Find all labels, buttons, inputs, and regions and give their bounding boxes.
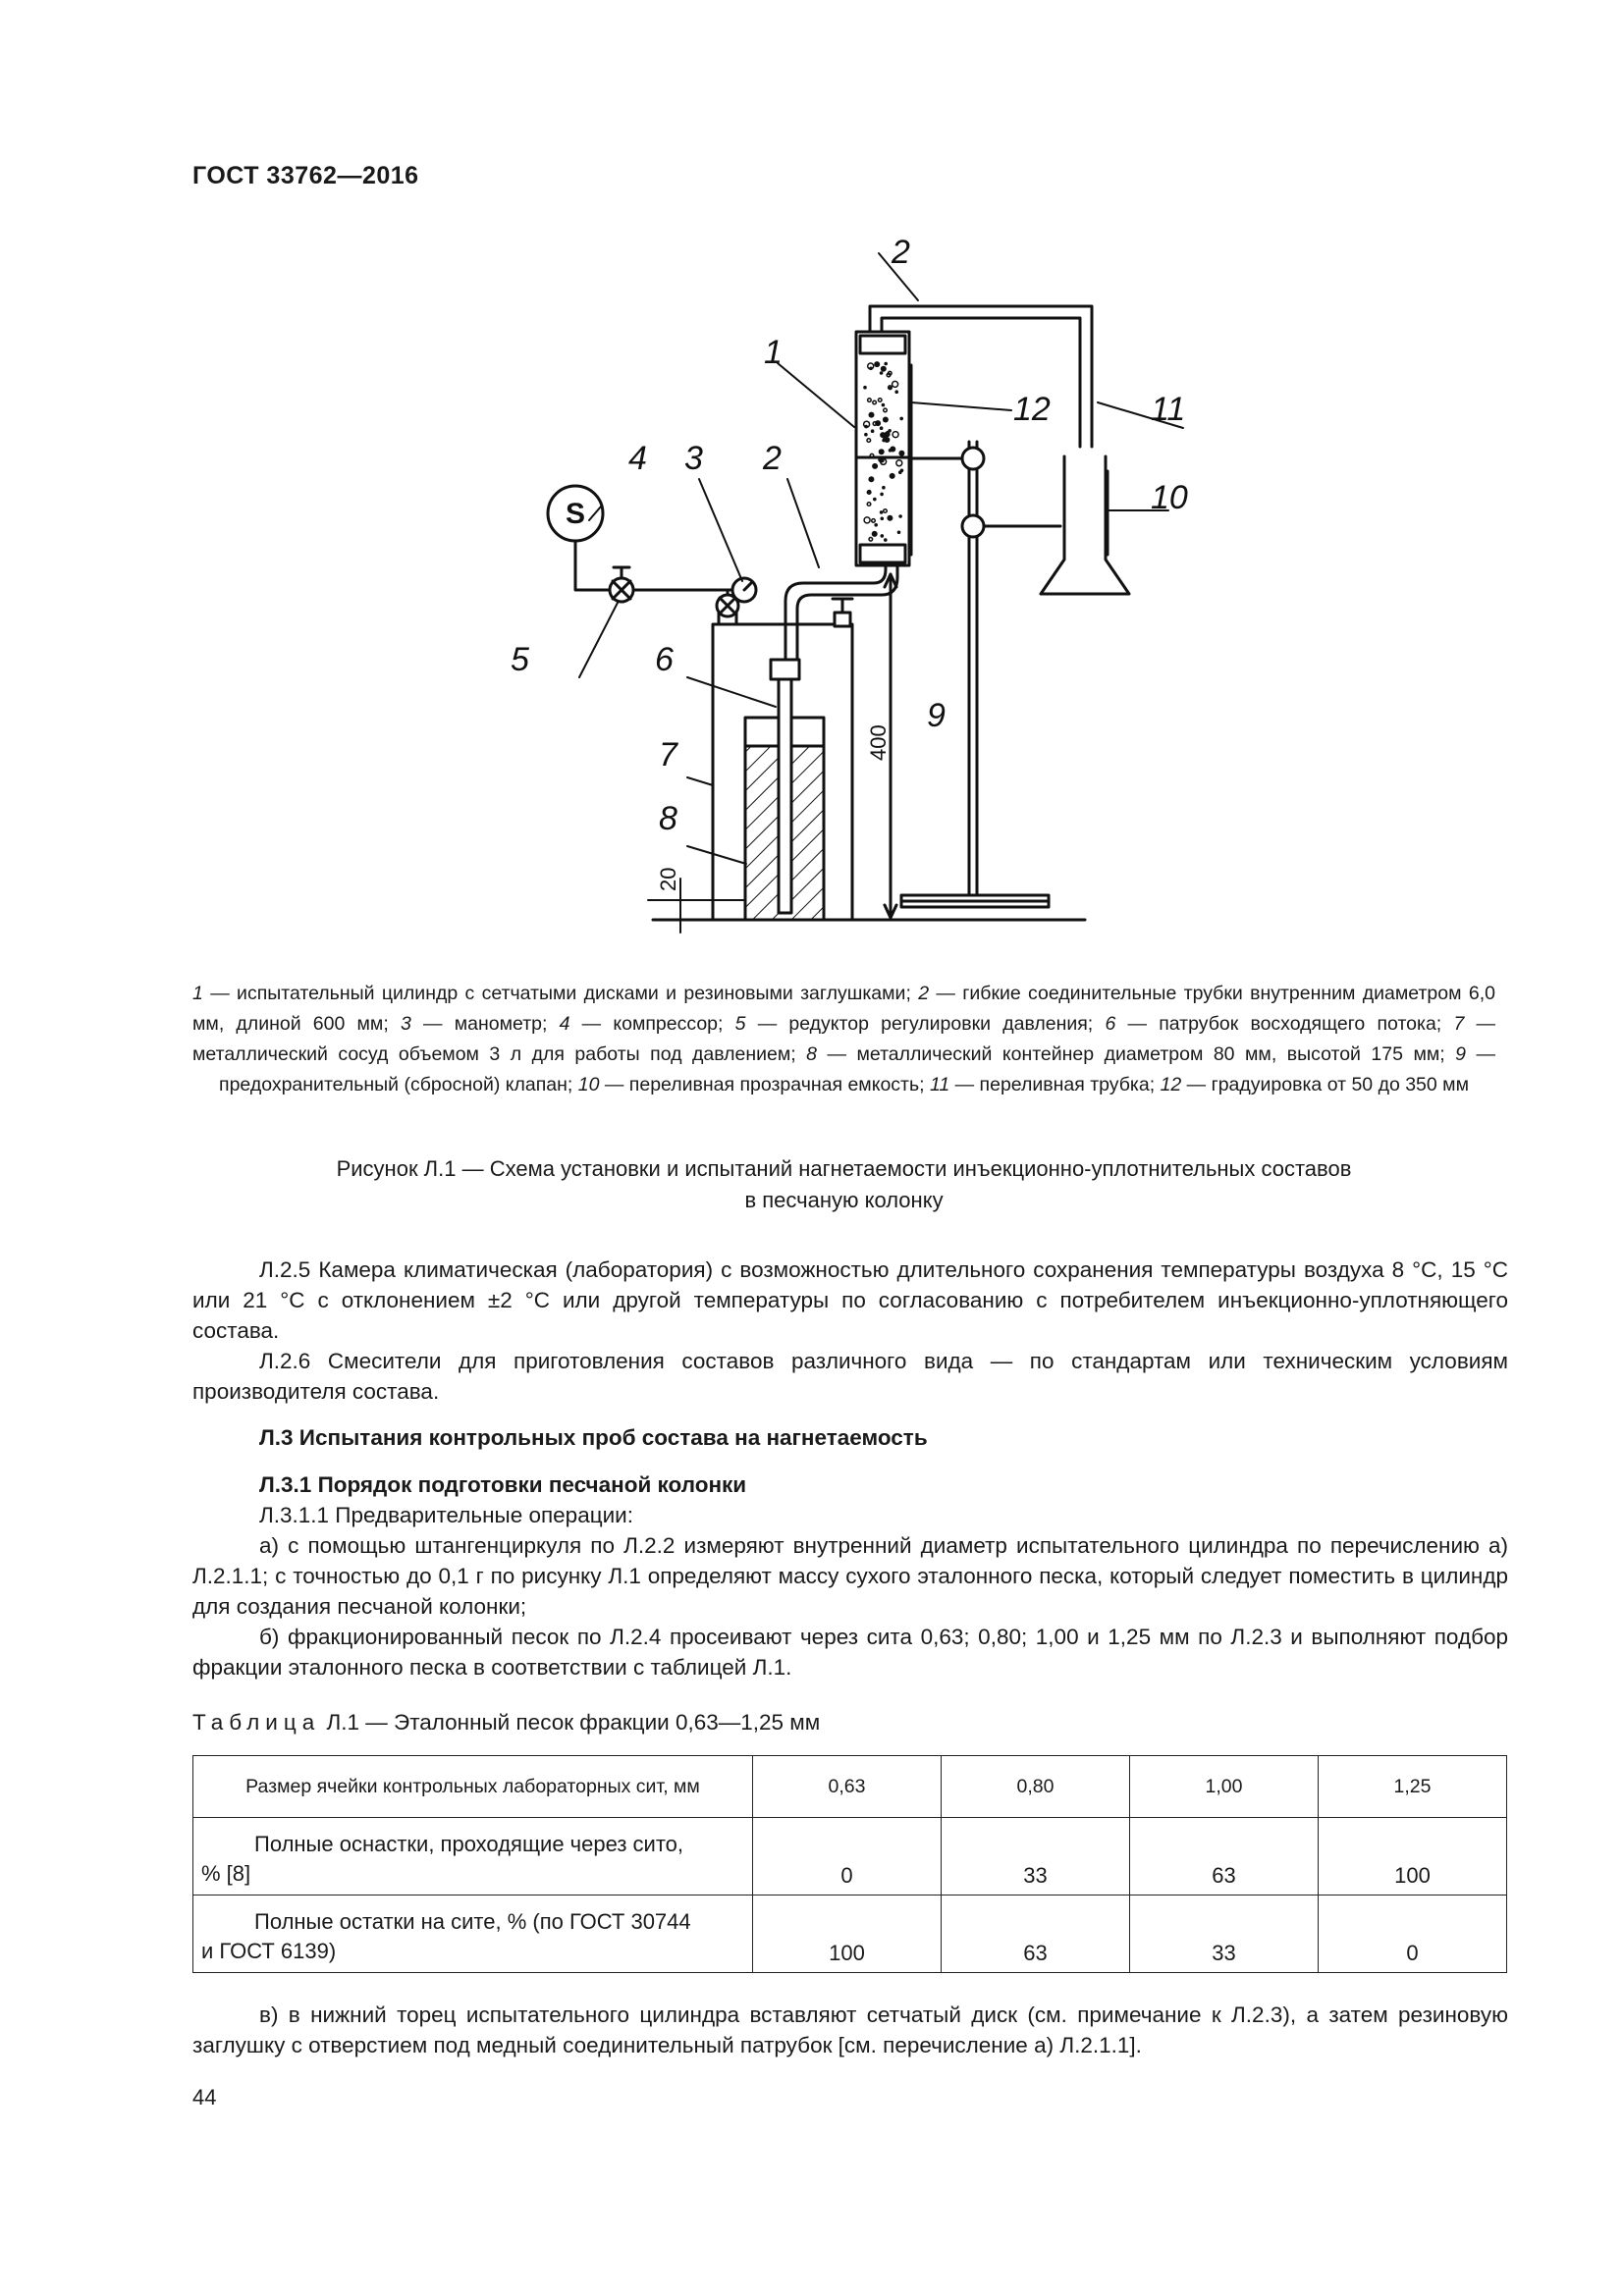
label-4: 4 (628, 440, 647, 477)
label-2-lower: 2 (763, 440, 782, 477)
table-caption: Таблица Л.1 — Эталонный песок фракции 0,63—1,25 мм (192, 1710, 821, 1735)
paragraph-b: б) фракционированный песок по Л.2.4 просеивают через сита 0,63; 0,80; 1,00 и 1,25 мм по Л.2.3 и выполняют подбор фракции эталонного песка в соответствии с таблицей Л.1. (192, 1625, 1508, 1680)
legend-number: 10 (577, 1074, 600, 1095)
body-text-4 (192, 2000, 1508, 2060)
legend-number: 3 (400, 1013, 411, 1035)
body-text-3 (192, 1469, 1508, 1682)
body-text-1 (192, 1255, 1508, 1407)
dimension-20: 20 (656, 867, 680, 891)
figure-legend (192, 979, 1495, 1100)
label-8: 8 (659, 800, 677, 837)
table-header-cell: Размер ячейки контрольных лабораторных сит, мм (193, 1756, 753, 1818)
legend-text: — патрубок восходящего потока; (1115, 1013, 1454, 1035)
label-6: 6 (655, 641, 674, 678)
label-9: 9 (927, 697, 946, 734)
label-1: 1 (764, 334, 783, 371)
table-row (193, 1818, 1507, 1896)
paragraph-l311: Л.3.1.1 Предварительные операции: (259, 1503, 633, 1527)
table-header-cell: 0,80 (942, 1756, 1130, 1818)
table-header-row (193, 1756, 1507, 1818)
label-11: 11 (1151, 391, 1186, 428)
table-header-cell: 1,00 (1130, 1756, 1319, 1818)
legend-text: — компрессор; (569, 1013, 735, 1035)
table-cell: 63 (942, 1896, 1130, 1973)
table-header-cell: 0,63 (753, 1756, 942, 1818)
page-number: 44 (192, 2085, 217, 2109)
row-label: Полные оснастки, проходящие через сито, % [8] (193, 1818, 753, 1896)
label-12: 12 (1013, 391, 1051, 428)
table-cell: 0 (1319, 1896, 1507, 1973)
row-label: Полные остатки на сите, % (по ГОСТ 30744 и ГОСТ 6139) (193, 1896, 753, 1973)
legend-number: 4 (559, 1013, 570, 1035)
heading-l31: Л.3.1 Порядок подготовки песчаной колонки (259, 1472, 747, 1497)
legend-number: 7 (1453, 1013, 1465, 1035)
legend-number: 1 (192, 983, 203, 1004)
legend-number: 2 (918, 983, 930, 1004)
legend-text: — гибкие соединительные трубки внутренним диаметром 6,0 мм, длиной 600 мм; (192, 983, 1495, 1035)
table-cell: 63 (1130, 1818, 1319, 1896)
paragraph-l26: Л.2.6 Смесители для приготовления составов различного вида — по стандартам или техническим условиям производителя состава. (192, 1349, 1508, 1404)
legend-number: 6 (1105, 1013, 1116, 1035)
sand-fraction-table (192, 1755, 1507, 1973)
legend-number: 11 (929, 1074, 950, 1095)
figure-caption: Рисунок Л.1 — Схема установки и испытаний нагнетаемости инъекционно-уплотнительных составов в песчаную колонку (336, 1156, 1352, 1212)
label-7: 7 (659, 736, 677, 774)
legend-text: — предохранительный (сбросной) клапан; (219, 1043, 1495, 1095)
legend-text: — испытательный цилиндр с сетчатыми дисками и резиновыми заглушками; (202, 983, 919, 1004)
legend-number: 8 (806, 1043, 818, 1065)
table-cell: 33 (942, 1818, 1130, 1896)
paragraph-a: а) с помощью штангенциркуля по Л.2.2 измеряют внутренний диаметр испытательного цилиндра по перечислению а) Л.2.1.1; с точностью до 0,1 г по рисунку Л.1 определяют массу сухого эталонного песка, который следует поместить в цилиндр для создания песчаной колонки; (192, 1533, 1508, 1619)
legend-text: — манометр; (410, 1013, 560, 1035)
label-5: 5 (511, 641, 529, 678)
legend-text: — переливная прозрачная емкость; (599, 1074, 930, 1095)
legend-number: 9 (1455, 1043, 1467, 1065)
compressor-symbol: S (565, 498, 586, 530)
label-3: 3 (684, 440, 703, 477)
table-row (193, 1896, 1507, 1973)
legend-text: — переливная трубка; (949, 1074, 1161, 1095)
paragraph-l25: Л.2.5 Камера климатическая (лаборатория) с возможностью длительного сохранения температуры воздуха 8 °С, 15 °С или 21 °С с отклонением ±2 °С или другой температуры по согласованию с потребителем инъекционно-уплотняющего состава. (192, 1257, 1508, 1343)
installation-diagram (442, 221, 1188, 947)
legend-number: 5 (734, 1013, 746, 1035)
body-text-2 (192, 1422, 1508, 1453)
table-cell: 100 (1319, 1818, 1507, 1896)
legend-text: — редуктор регулировки давления; (745, 1013, 1106, 1035)
label-2-top: 2 (892, 234, 910, 271)
table-cell: 100 (753, 1896, 942, 1973)
table-cell: 0 (753, 1818, 942, 1896)
label-10: 10 (1151, 479, 1188, 516)
document-header: ГОСТ 33762—2016 (192, 162, 419, 189)
legend-text: — градуировка от 50 до 350 мм (1181, 1074, 1469, 1095)
legend-text: — металлический сосуд объемом 3 л для работы под давлением; (192, 1013, 1495, 1065)
legend-text: — металлический контейнер диаметром 80 мм, высотой 175 мм; (817, 1043, 1456, 1065)
table-cell: 33 (1130, 1896, 1319, 1973)
dimension-400: 400 (866, 724, 891, 761)
legend-number: 12 (1160, 1074, 1182, 1095)
paragraph-v: в) в нижний торец испытательного цилиндра вставляют сетчатый диск (см. примечание к Л.2.3), а затем резиновую заглушку с отверстием под медный соединительный патрубок [см. перечисление а) Л.2.1.1]. (192, 2002, 1508, 2057)
heading-l3: Л.3 Испытания контрольных проб состава на нагнетаемость (259, 1425, 928, 1450)
table-header-cell: 1,25 (1319, 1756, 1507, 1818)
